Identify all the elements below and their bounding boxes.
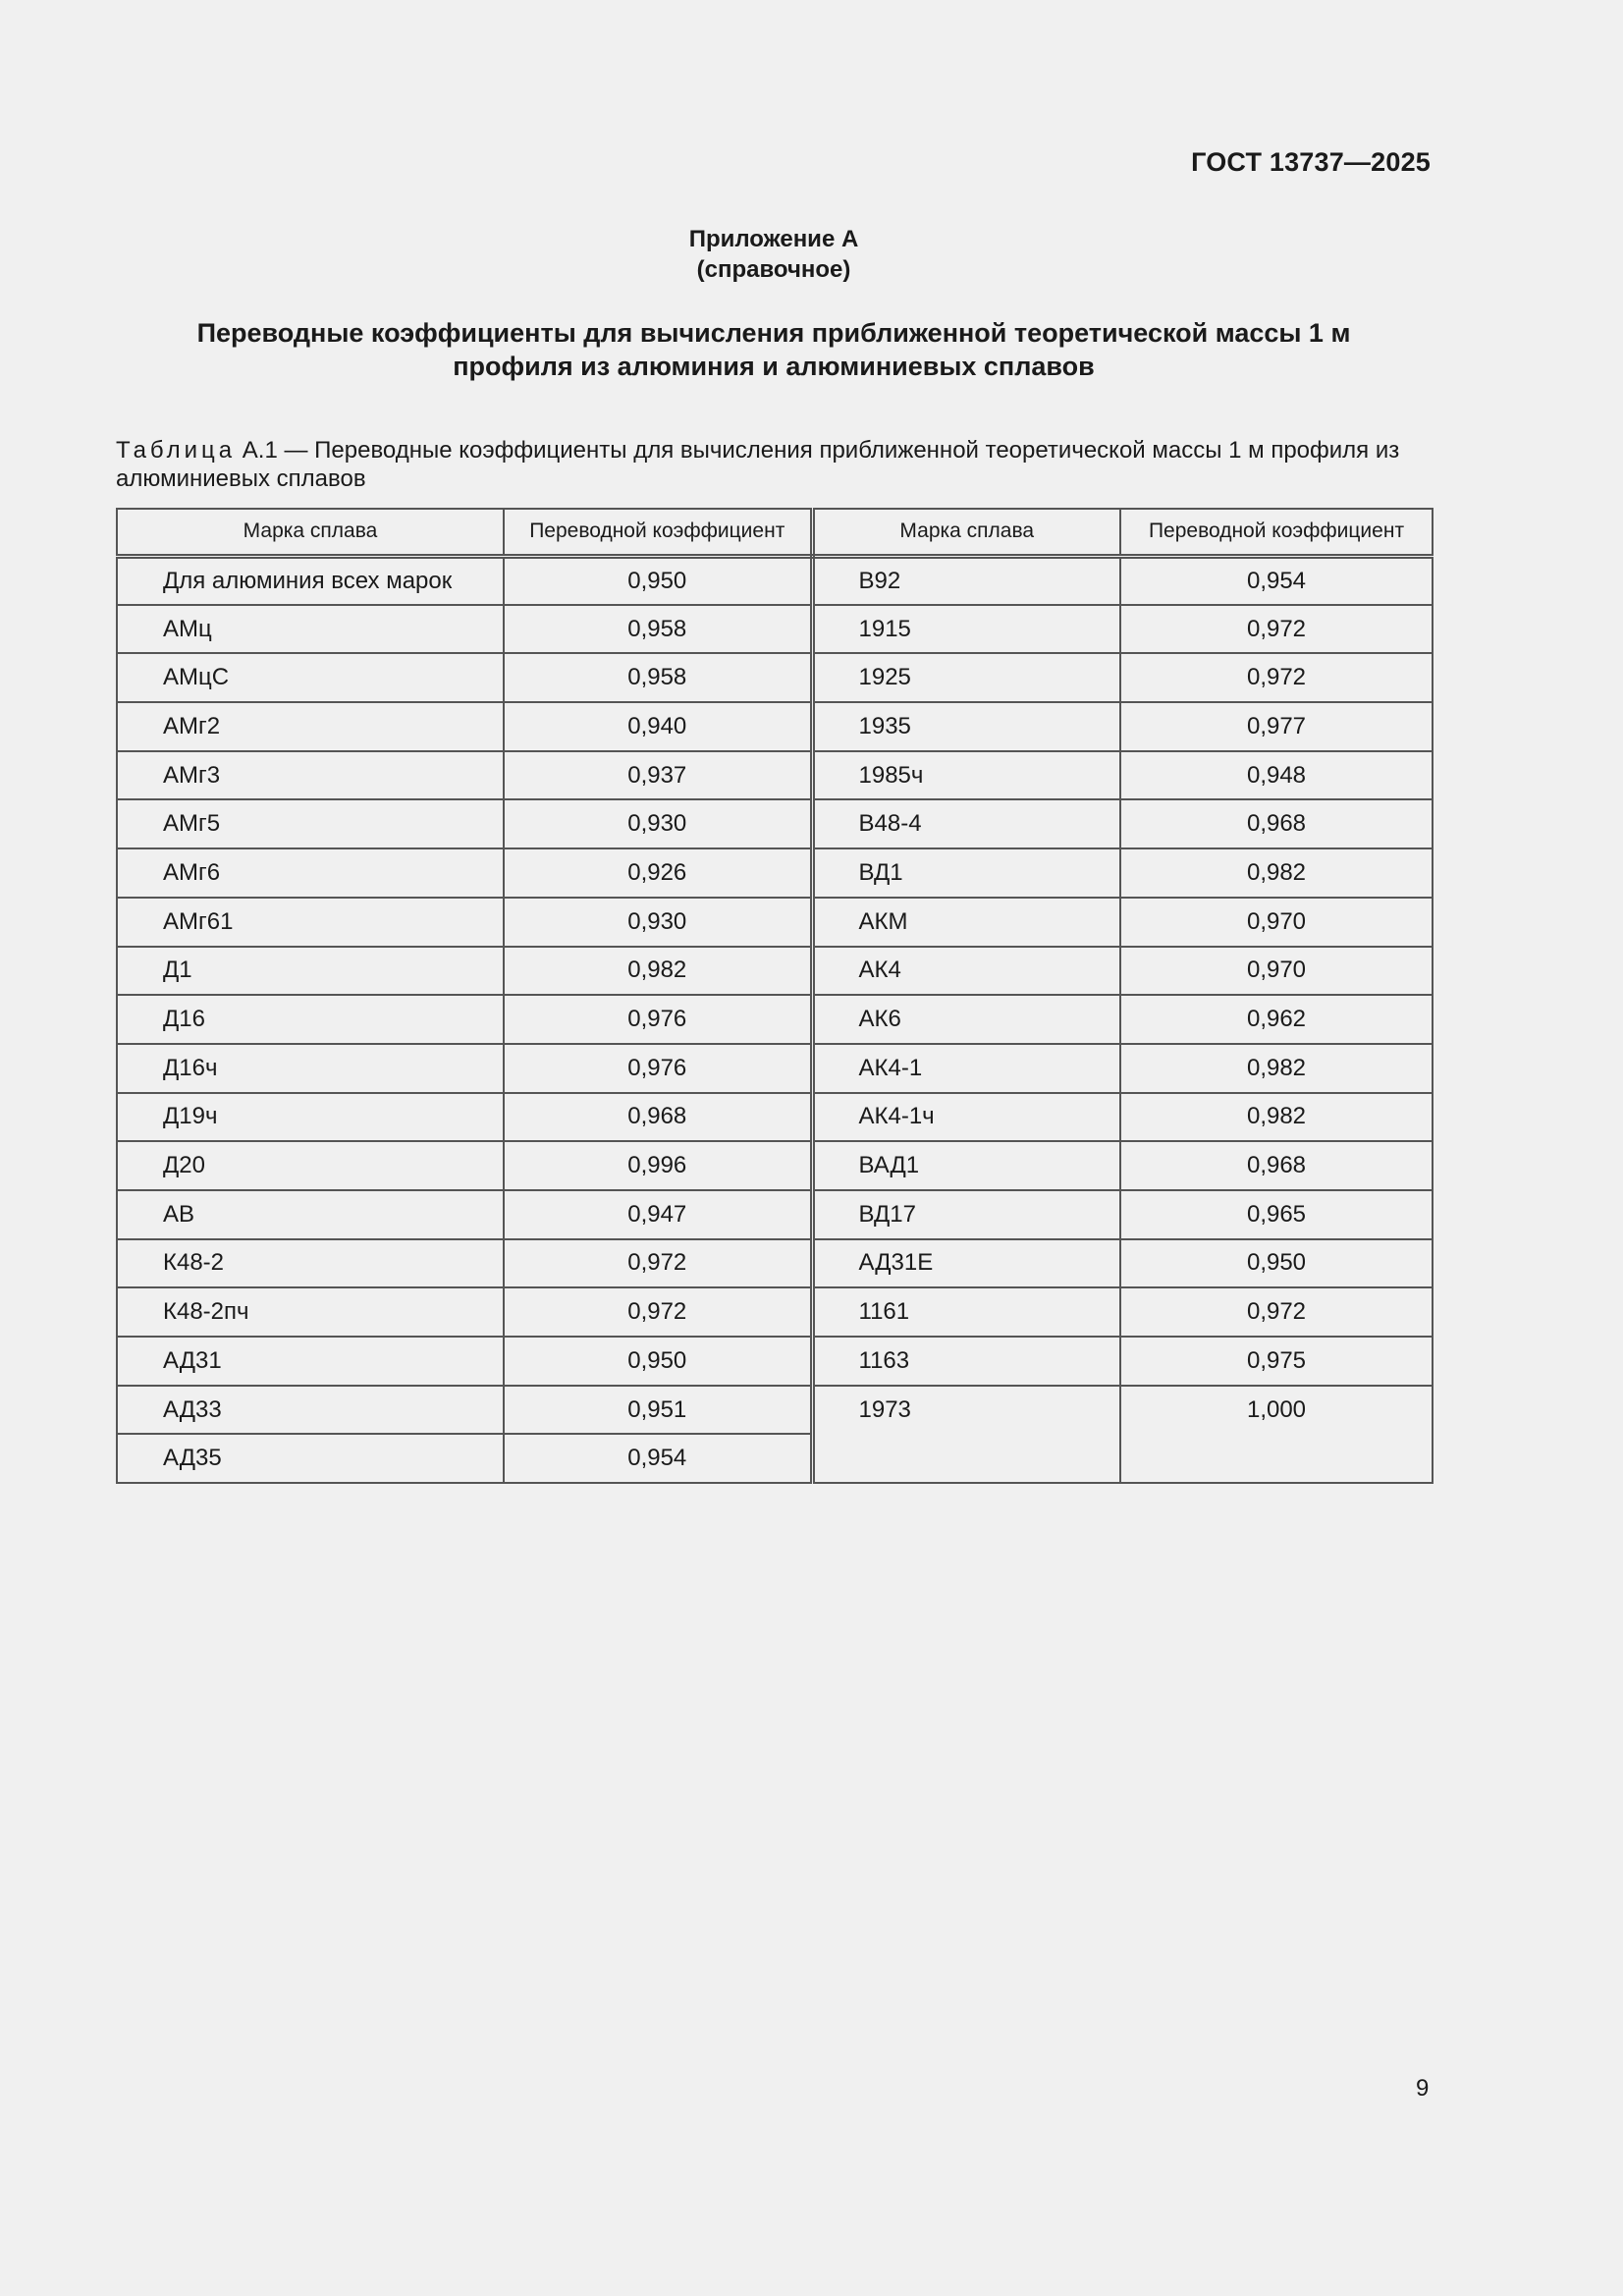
alloy-coefficient: 0,972 [504, 1239, 812, 1288]
alloy-coefficient: 0,948 [1120, 751, 1433, 800]
annex-title-line-2: профиля из алюминия и алюминиевых сплавов [453, 352, 1095, 381]
header-alloy-right: Марка сплава [812, 509, 1120, 556]
table-row [117, 848, 1433, 898]
alloy-coefficient: 0,926 [504, 848, 812, 898]
alloy-coefficient: 0,930 [504, 799, 812, 848]
table-row [117, 995, 1433, 1044]
alloy-name: АК4-1ч [812, 1093, 1120, 1142]
alloy-name: Д1 [117, 947, 504, 996]
table-caption-number: А.1 [242, 437, 278, 464]
table-row [117, 702, 1433, 751]
annex-status: (справочное) [696, 256, 851, 283]
header-coefficient-left: Переводной коэффициент [504, 509, 812, 556]
alloy-name: 1163 [812, 1337, 1120, 1386]
alloy-coefficient: 0,976 [504, 1044, 812, 1093]
document-code: ГОСТ 13737—2025 [1191, 147, 1431, 177]
alloy-name: Д19ч [117, 1093, 504, 1142]
alloy-name: АК6 [812, 995, 1120, 1044]
table-row [117, 1239, 1433, 1288]
alloy-name: АМцС [117, 653, 504, 702]
alloy-coefficient: 0,958 [504, 653, 812, 702]
table-row [117, 898, 1433, 947]
alloy-name: АД31Е [812, 1239, 1120, 1288]
table-row [117, 1386, 1433, 1435]
alloy-coefficient: 0,972 [1120, 653, 1433, 702]
table-row [117, 799, 1433, 848]
alloy-name: К48-2 [117, 1239, 504, 1288]
alloy-coefficient: 0,972 [1120, 605, 1433, 654]
alloy-name: АВ [117, 1190, 504, 1239]
alloy-coefficient: 0,940 [504, 702, 812, 751]
alloy-name: АКМ [812, 898, 1120, 947]
alloy-name: ВД1 [812, 848, 1120, 898]
alloy-coefficient: 0,977 [1120, 702, 1433, 751]
alloy-coefficient: 0,996 [504, 1141, 812, 1190]
table-row [117, 1190, 1433, 1239]
alloy-coefficient: 0,950 [504, 556, 812, 605]
alloy-coefficient: 0,954 [504, 1434, 812, 1483]
alloy-name: АМг3 [117, 751, 504, 800]
table-caption [116, 436, 1432, 493]
alloy-name: Для алюминия всех марок [117, 556, 504, 605]
table-row [117, 947, 1433, 996]
alloy-coefficient: 0,972 [504, 1287, 812, 1337]
alloy-coefficient: 0,982 [1120, 848, 1433, 898]
alloy-coefficient: 0,970 [1120, 947, 1433, 996]
alloy-coefficient: 0,968 [1120, 1141, 1433, 1190]
alloy-coefficient: 0,972 [1120, 1287, 1433, 1337]
table-row [117, 1044, 1433, 1093]
alloy-coefficient: 0,950 [504, 1337, 812, 1386]
table-header-row [117, 509, 1433, 556]
alloy-coefficient: 0,951 [504, 1386, 812, 1435]
annex-title-line-1: Переводные коэффициенты для вычисления приближенной теоретической массы 1 м [196, 318, 1351, 348]
table-row [117, 605, 1433, 654]
alloy-coefficient: 0,976 [504, 995, 812, 1044]
table-caption-word: Таблица [116, 437, 237, 464]
alloy-name: Д20 [117, 1141, 504, 1190]
table-row [117, 1337, 1433, 1386]
alloy-name: АД35 [117, 1434, 504, 1483]
table-row [117, 751, 1433, 800]
table-row [117, 653, 1433, 702]
alloy-name: АМг2 [117, 702, 504, 751]
table-row [117, 1141, 1433, 1190]
alloy-coefficient: 0,937 [504, 751, 812, 800]
alloy-coefficient: 0,982 [1120, 1044, 1433, 1093]
alloy-name: АМг6 [117, 848, 504, 898]
alloy-coefficient: 1,000 [1120, 1386, 1433, 1483]
alloy-coefficient: 0,965 [1120, 1190, 1433, 1239]
alloy-name: Д16 [117, 995, 504, 1044]
coefficients-table [116, 508, 1434, 1484]
alloy-name: 1935 [812, 702, 1120, 751]
alloy-coefficient: 0,962 [1120, 995, 1433, 1044]
page-number: 9 [1416, 2075, 1430, 2102]
table-row [117, 556, 1433, 605]
alloy-name: В48-4 [812, 799, 1120, 848]
annex-label: Приложение А [688, 226, 859, 252]
alloy-coefficient: 0,975 [1120, 1337, 1433, 1386]
alloy-name: 1915 [812, 605, 1120, 654]
alloy-coefficient: 0,982 [1120, 1093, 1433, 1142]
alloy-name: 1985ч [812, 751, 1120, 800]
header-alloy-left: Марка сплава [117, 509, 504, 556]
alloy-name: АК4-1 [812, 1044, 1120, 1093]
alloy-name: АМг5 [117, 799, 504, 848]
alloy-name: 1161 [812, 1287, 1120, 1337]
alloy-name: АК4 [812, 947, 1120, 996]
alloy-coefficient: 0,930 [504, 898, 812, 947]
alloy-coefficient: 0,958 [504, 605, 812, 654]
alloy-coefficient: 0,947 [504, 1190, 812, 1239]
alloy-name: АМг61 [117, 898, 504, 947]
alloy-name: 1925 [812, 653, 1120, 702]
alloy-coefficient: 0,950 [1120, 1239, 1433, 1288]
alloy-coefficient: 0,970 [1120, 898, 1433, 947]
alloy-name: К48-2пч [117, 1287, 504, 1337]
alloy-name: АМц [117, 605, 504, 654]
table-row [117, 1093, 1433, 1142]
alloy-name: Д16ч [117, 1044, 504, 1093]
alloy-coefficient: 0,968 [504, 1093, 812, 1142]
header-coefficient-right: Переводной коэффициент [1120, 509, 1433, 556]
alloy-name: ВАД1 [812, 1141, 1120, 1190]
alloy-coefficient: 0,982 [504, 947, 812, 996]
alloy-name: В92 [812, 556, 1120, 605]
alloy-coefficient: 0,954 [1120, 556, 1433, 605]
alloy-name: 1973 [812, 1386, 1120, 1483]
annex-title [0, 316, 1547, 383]
table-row [117, 1287, 1433, 1337]
alloy-name: АД31 [117, 1337, 504, 1386]
table-body [117, 556, 1433, 1483]
annex-heading [0, 224, 1547, 285]
alloy-coefficient: 0,968 [1120, 799, 1433, 848]
alloy-name: ВД17 [812, 1190, 1120, 1239]
table-caption-text: — Переводные коэффициенты для вычисления приближенной теоретической массы 1 м профиля из алюминиевых сплавов [116, 437, 1400, 492]
alloy-name: АД33 [117, 1386, 504, 1435]
